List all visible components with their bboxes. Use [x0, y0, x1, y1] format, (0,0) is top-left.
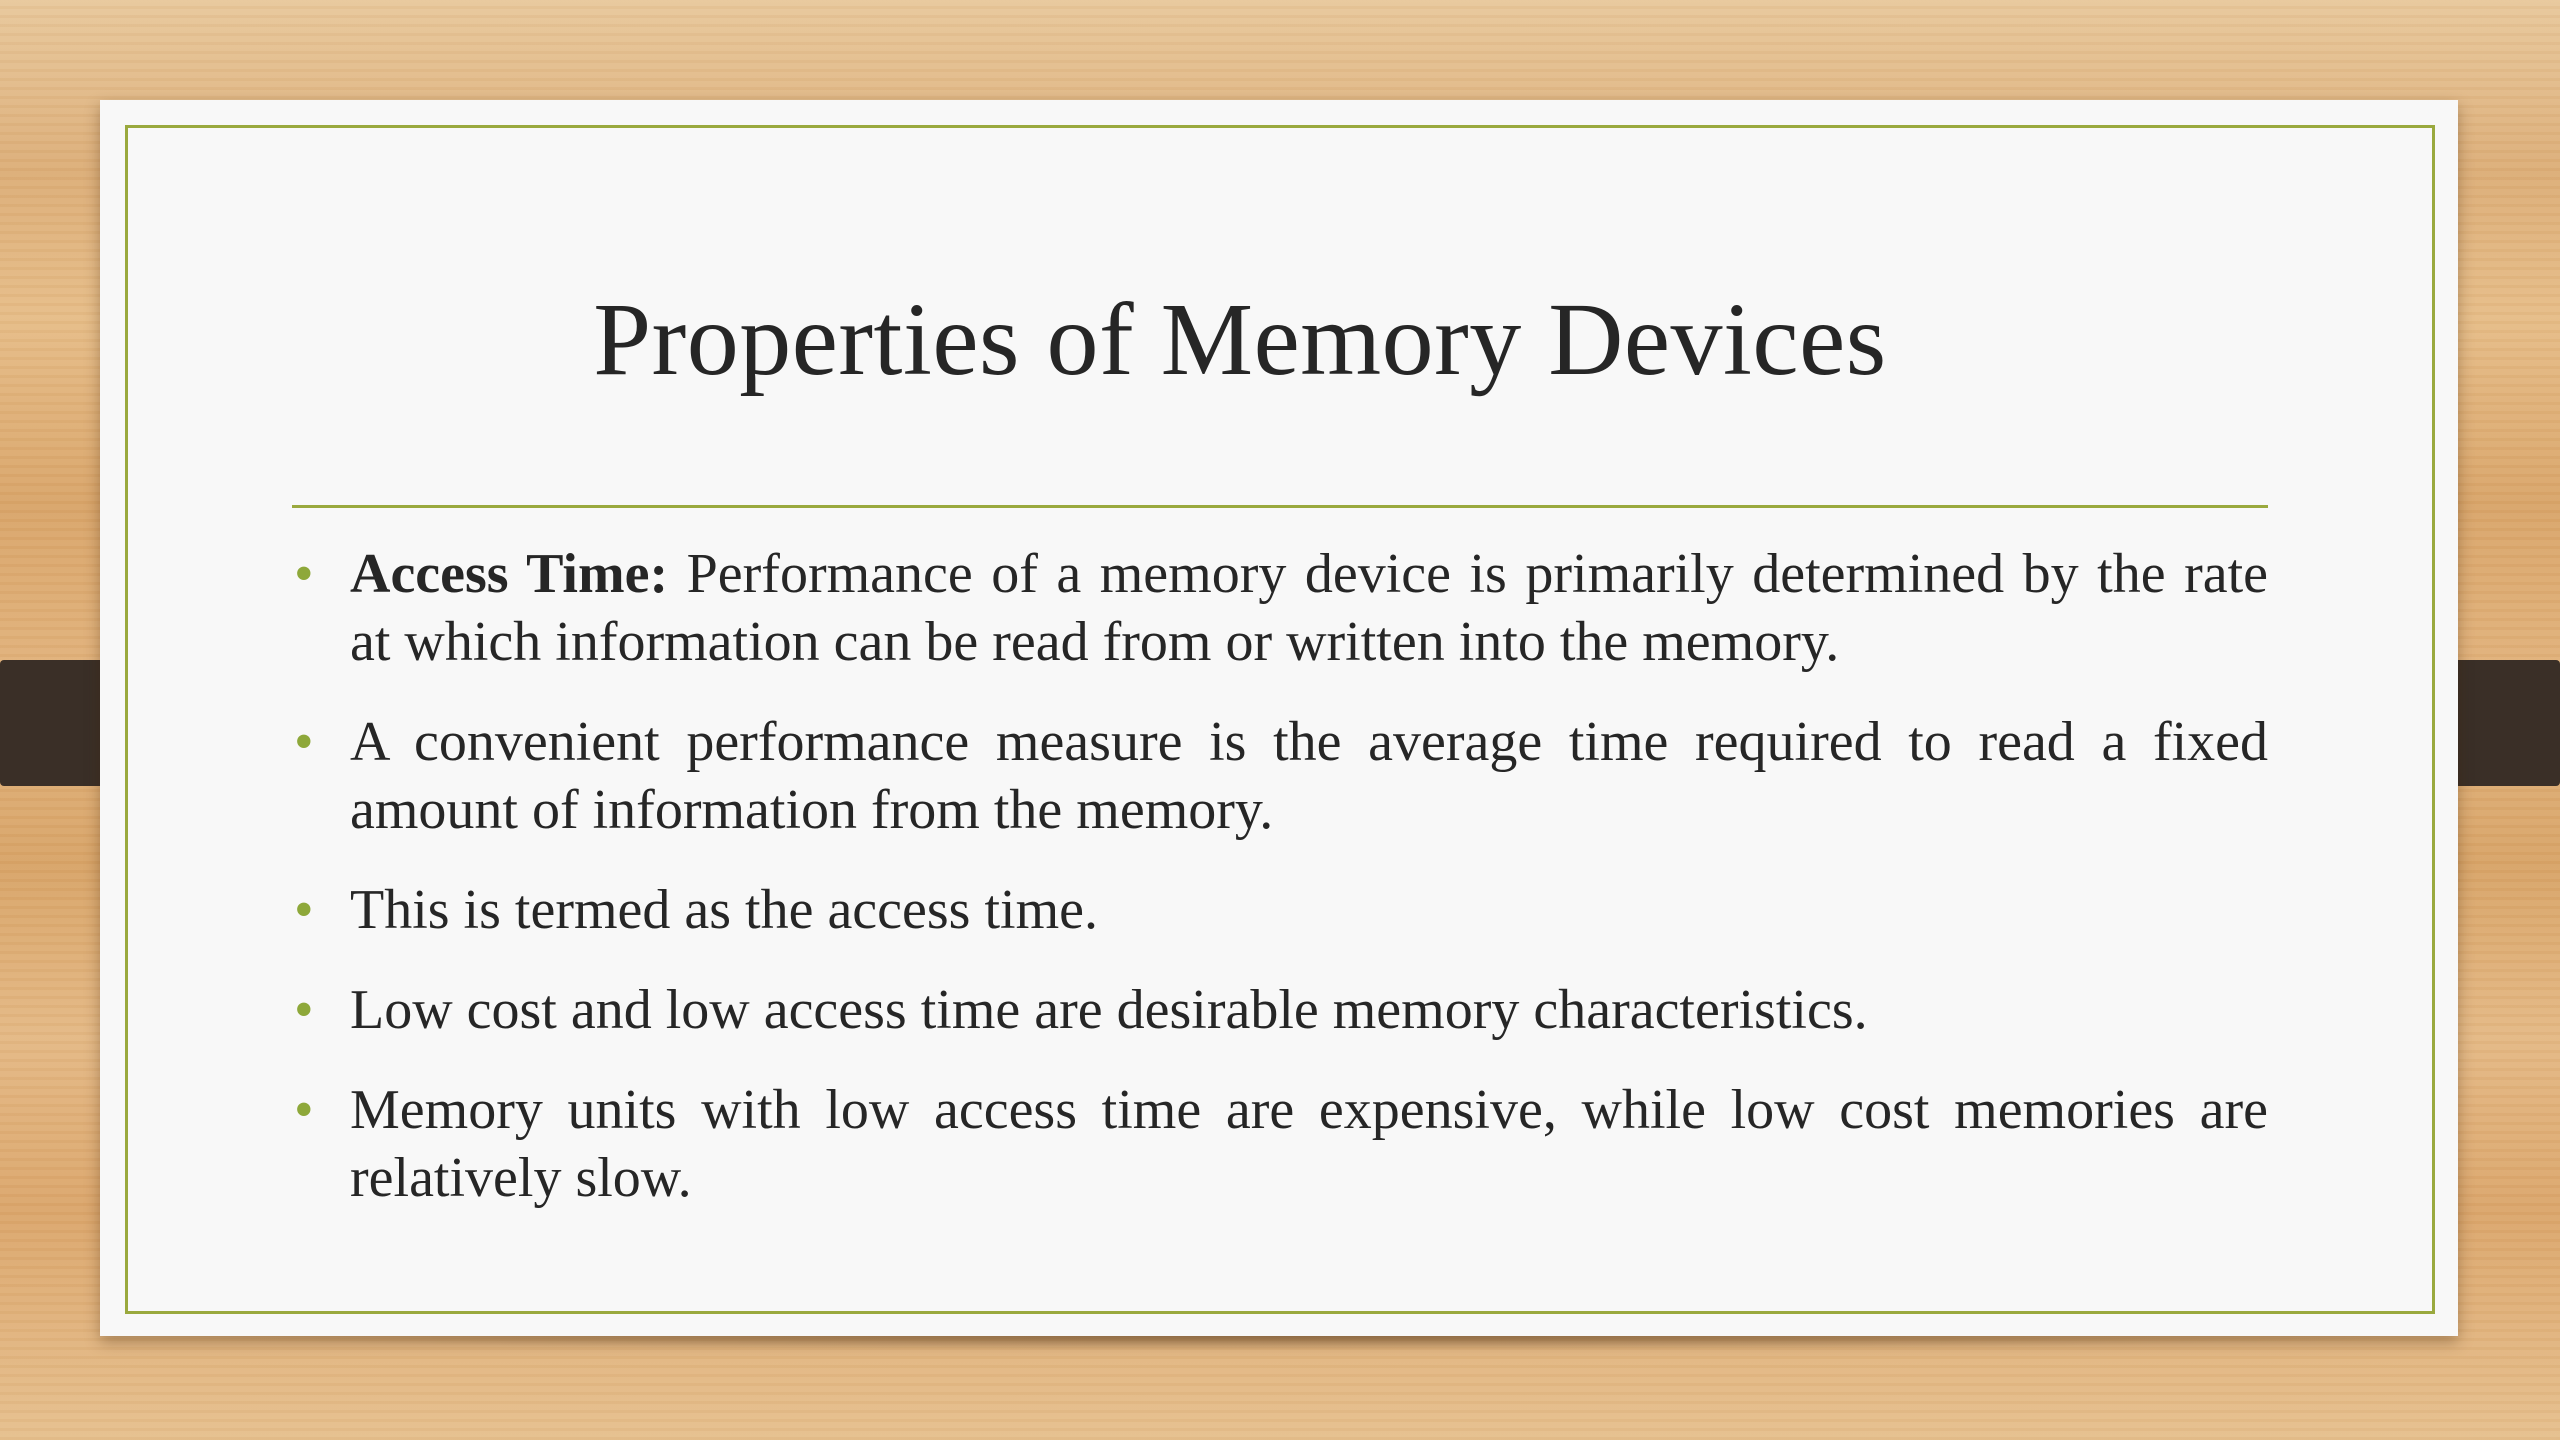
bullet-text: Low cost and low access time are desirable memory characteristics.: [350, 979, 1868, 1041]
bullet-text: A convenient performance measure is the average time required to read a fixed amount of information from the memory.: [350, 711, 2268, 841]
bullet-text: Performance of a memory device is primarily determined by the rate at which information can be read from or written into the memory.: [350, 543, 2268, 673]
title-divider: [292, 505, 2268, 508]
bullet-text: Memory units with low access time are expensive, while low cost memories are relatively slow.: [350, 1079, 2268, 1209]
bullet-item-termed: [294, 876, 2268, 944]
bullet-item-expensive: [294, 1076, 2268, 1212]
bullet-lead: Access Time:: [350, 543, 669, 605]
bullet-icon: •: [294, 1079, 314, 1141]
slide: [100, 100, 2458, 1336]
slide-title: Properties of Memory Devices: [593, 282, 1887, 397]
bullet-icon: •: [294, 879, 314, 941]
bullet-item-performance-measure: [294, 708, 2268, 844]
bullet-text: This is termed as the access time.: [350, 879, 1098, 941]
bullet-icon: •: [294, 543, 314, 605]
bullet-list: [294, 540, 2268, 1244]
bullet-item-low-cost: [294, 976, 2268, 1044]
bullet-icon: •: [294, 979, 314, 1041]
bullet-icon: •: [294, 711, 314, 773]
bullet-item-access-time: [294, 540, 2268, 676]
